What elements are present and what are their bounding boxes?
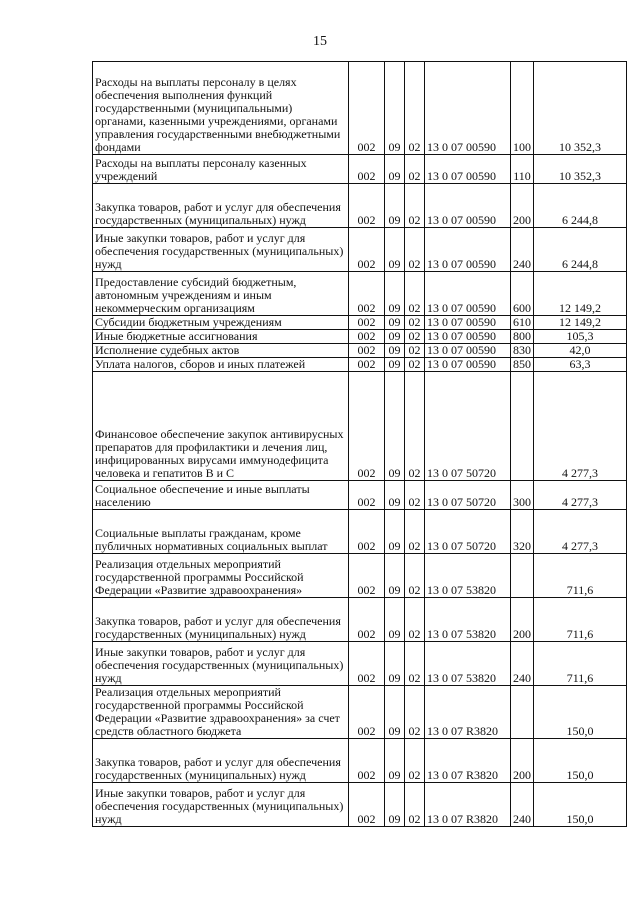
budget-table [92, 61, 627, 827]
expense-name: Иные бюджетные ассигнования [93, 330, 349, 344]
subsection-code: 02 [405, 739, 425, 783]
table-row [93, 372, 627, 481]
section-code: 09 [385, 554, 405, 598]
section-code: 09 [385, 358, 405, 372]
section-code: 09 [385, 344, 405, 358]
section-code: 09 [385, 598, 405, 642]
department-code: 002 [349, 783, 385, 827]
subsection-code: 02 [405, 184, 425, 228]
expense-name: Расходы на выплаты персоналу казенных учреждений [93, 155, 349, 184]
subsection-code: 02 [405, 554, 425, 598]
amount: 150,0 [534, 783, 627, 827]
department-code: 002 [349, 62, 385, 155]
table-row [93, 316, 627, 330]
subsection-code: 02 [405, 228, 425, 272]
amount: 10 352,3 [534, 155, 627, 184]
subsection-code: 02 [405, 510, 425, 554]
expense-name: Закупка товаров, работ и услуг для обеспечения государственных (муниципальных) нужд [93, 184, 349, 228]
section-code: 09 [385, 330, 405, 344]
expense-type-code: 300 [511, 481, 534, 510]
department-code: 002 [349, 554, 385, 598]
department-code: 002 [349, 642, 385, 686]
department-code: 002 [349, 510, 385, 554]
expense-name: Закупка товаров, работ и услуг для обеспечения государственных (муниципальных) нужд [93, 739, 349, 783]
section-code: 09 [385, 155, 405, 184]
table-row [93, 554, 627, 598]
subsection-code: 02 [405, 686, 425, 739]
target-article-code: 13 0 07 00590 [425, 62, 511, 155]
expense-name: Реализация отдельных мероприятий государственной программы Российской Федерации «Развитие здравоохранения» за счет средств областного бюджета [93, 686, 349, 739]
expense-type-code: 800 [511, 330, 534, 344]
section-code: 09 [385, 62, 405, 155]
expense-type-code: 240 [511, 228, 534, 272]
amount: 105,3 [534, 330, 627, 344]
target-article-code: 13 0 07 R3820 [425, 686, 511, 739]
expense-type-code: 100 [511, 62, 534, 155]
expense-name: Социальное обеспечение и иные выплаты населению [93, 481, 349, 510]
department-code: 002 [349, 344, 385, 358]
table-row [93, 510, 627, 554]
table-row [93, 642, 627, 686]
target-article-code: 13 0 07 50720 [425, 481, 511, 510]
section-code: 09 [385, 372, 405, 481]
table-row [93, 686, 627, 739]
subsection-code: 02 [405, 344, 425, 358]
target-article-code: 13 0 07 00590 [425, 330, 511, 344]
expense-name: Уплата налогов, сборов и иных платежей [93, 358, 349, 372]
expense-name: Иные закупки товаров, работ и услуг для обеспечения государственных (муниципальных) нужд [93, 783, 349, 827]
page-number: 15 [313, 34, 327, 49]
expense-type-code: 320 [511, 510, 534, 554]
table-row [93, 62, 627, 155]
expense-type-code [511, 372, 534, 481]
budget-table-body [93, 62, 627, 827]
subsection-code: 02 [405, 481, 425, 510]
subsection-code: 02 [405, 62, 425, 155]
expense-type-code: 610 [511, 316, 534, 330]
subsection-code: 02 [405, 358, 425, 372]
amount: 711,6 [534, 642, 627, 686]
table-row [93, 344, 627, 358]
target-article-code: 13 0 07 50720 [425, 372, 511, 481]
expense-name: Предоставление субсидий бюджетным, автономным учреждениям и иным некоммерческим организациям [93, 272, 349, 316]
target-article-code: 13 0 07 00590 [425, 184, 511, 228]
expense-name: Исполнение судебных актов [93, 344, 349, 358]
amount: 711,6 [534, 598, 627, 642]
table-row [93, 184, 627, 228]
section-code: 09 [385, 272, 405, 316]
department-code: 002 [349, 739, 385, 783]
department-code: 002 [349, 272, 385, 316]
target-article-code: 13 0 07 50720 [425, 510, 511, 554]
target-article-code: 13 0 07 R3820 [425, 783, 511, 827]
target-article-code: 13 0 07 53820 [425, 554, 511, 598]
department-code: 002 [349, 184, 385, 228]
table-row [93, 155, 627, 184]
expense-name: Субсидии бюджетным учреждениям [93, 316, 349, 330]
expense-type-code: 110 [511, 155, 534, 184]
amount: 4 277,3 [534, 481, 627, 510]
expense-type-code: 830 [511, 344, 534, 358]
expense-type-code: 200 [511, 184, 534, 228]
department-code: 002 [349, 372, 385, 481]
expense-name: Финансовое обеспечение закупок антивирусных препаратов для профилактики и лечения лиц, инфицированных вирусами иммунодефицита человека и гепатитов В и С [93, 372, 349, 481]
section-code: 09 [385, 316, 405, 330]
table-row [93, 228, 627, 272]
amount: 42,0 [534, 344, 627, 358]
department-code: 002 [349, 358, 385, 372]
expense-type-code: 240 [511, 642, 534, 686]
expense-type-code: 200 [511, 739, 534, 783]
amount: 150,0 [534, 739, 627, 783]
table-row [93, 783, 627, 827]
subsection-code: 02 [405, 642, 425, 686]
amount: 150,0 [534, 686, 627, 739]
section-code: 09 [385, 481, 405, 510]
table-row [93, 598, 627, 642]
table-row [93, 358, 627, 372]
amount: 4 277,3 [534, 372, 627, 481]
subsection-code: 02 [405, 330, 425, 344]
expense-type-code: 240 [511, 783, 534, 827]
target-article-code: 13 0 07 00590 [425, 344, 511, 358]
section-code: 09 [385, 642, 405, 686]
subsection-code: 02 [405, 316, 425, 330]
target-article-code: 13 0 07 00590 [425, 358, 511, 372]
expense-type-code: 600 [511, 272, 534, 316]
table-row [93, 739, 627, 783]
subsection-code: 02 [405, 155, 425, 184]
amount: 6 244,8 [534, 228, 627, 272]
expense-name: Закупка товаров, работ и услуг для обеспечения государственных (муниципальных) нужд [93, 598, 349, 642]
amount: 711,6 [534, 554, 627, 598]
amount: 12 149,2 [534, 316, 627, 330]
section-code: 09 [385, 228, 405, 272]
department-code: 002 [349, 330, 385, 344]
expense-type-code [511, 686, 534, 739]
amount: 6 244,8 [534, 184, 627, 228]
department-code: 002 [349, 155, 385, 184]
expense-name: Расходы на выплаты персоналу в целях обеспечения выполнения функций государственными (муниципальными) органами, казенными учреждениями, органами управления государственными внебюджетными фондами [93, 62, 349, 155]
department-code: 002 [349, 228, 385, 272]
target-article-code: 13 0 07 00590 [425, 272, 511, 316]
section-code: 09 [385, 739, 405, 783]
expense-name: Социальные выплаты гражданам, кроме публичных нормативных социальных выплат [93, 510, 349, 554]
department-code: 002 [349, 316, 385, 330]
subsection-code: 02 [405, 783, 425, 827]
section-code: 09 [385, 686, 405, 739]
amount: 4 277,3 [534, 510, 627, 554]
amount: 10 352,3 [534, 62, 627, 155]
subsection-code: 02 [405, 372, 425, 481]
target-article-code: 13 0 07 00590 [425, 228, 511, 272]
expense-name: Иные закупки товаров, работ и услуг для обеспечения государственных (муниципальных) нужд [93, 642, 349, 686]
section-code: 09 [385, 783, 405, 827]
expense-name: Иные закупки товаров, работ и услуг для обеспечения государственных (муниципальных) нужд [93, 228, 349, 272]
expense-type-code: 850 [511, 358, 534, 372]
expense-name: Реализация отдельных мероприятий государственной программы Российской Федерации «Развитие здравоохранения» [93, 554, 349, 598]
target-article-code: 13 0 07 00590 [425, 316, 511, 330]
target-article-code: 13 0 07 00590 [425, 155, 511, 184]
section-code: 09 [385, 184, 405, 228]
expense-type-code [511, 554, 534, 598]
expense-type-code: 200 [511, 598, 534, 642]
department-code: 002 [349, 598, 385, 642]
section-code: 09 [385, 510, 405, 554]
table-row [93, 272, 627, 316]
department-code: 002 [349, 481, 385, 510]
table-row [93, 330, 627, 344]
subsection-code: 02 [405, 598, 425, 642]
target-article-code: 13 0 07 53820 [425, 598, 511, 642]
subsection-code: 02 [405, 272, 425, 316]
table-row [93, 481, 627, 510]
department-code: 002 [349, 686, 385, 739]
amount: 12 149,2 [534, 272, 627, 316]
target-article-code: 13 0 07 R3820 [425, 739, 511, 783]
amount: 63,3 [534, 358, 627, 372]
target-article-code: 13 0 07 53820 [425, 642, 511, 686]
